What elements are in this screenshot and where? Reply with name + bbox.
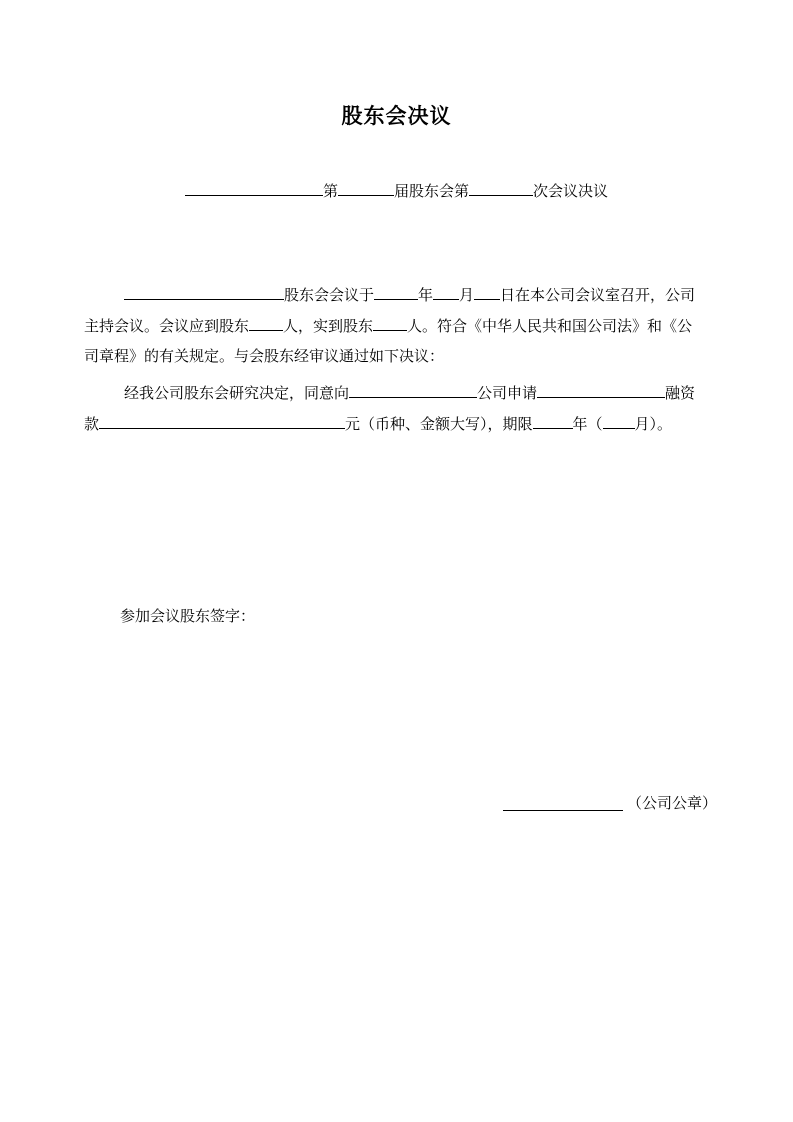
meeting-date-prefix: 股东会会议于 [284,286,375,304]
year-label: 年 [418,286,434,304]
day-blank[interactable] [474,285,500,300]
expected-shareholders-blank[interactable] [249,316,283,331]
signature-label: 参加会议股东签字： [120,607,256,625]
term-years-label: 年（ [572,415,603,433]
attendance-middle: 人，实到股东 [283,317,374,335]
paragraph1-line1 [124,285,695,305]
paragraph2-line2 [84,414,672,434]
seal-label: （公司公章） [627,794,718,812]
term-years-blank[interactable] [533,414,573,429]
company-blank[interactable] [124,285,284,300]
page-title: 股东会决议 [341,103,452,128]
subtitle-part3: 次会议决议 [533,182,609,200]
month-label: 月 [459,286,475,304]
seal-signature-blank[interactable] [503,810,623,811]
session-number-blank[interactable] [338,181,394,196]
financing-type-blank[interactable] [537,383,665,398]
actual-shareholders-blank[interactable] [373,316,407,331]
meeting-location-text: 日在本公司会议室召开，公司 [500,286,696,304]
amount-suffix: 元（币种、金额大写），期限 [345,415,533,433]
paragraph1-line2 [84,316,692,336]
attendance-suffix: 人。符合《中华人民共和国公司法》和《公 [407,317,693,335]
financing-label: 融资 [665,384,696,402]
month-blank[interactable] [433,285,459,300]
subtitle-part1: 第 [323,182,339,200]
term-months-blank[interactable] [603,414,635,429]
company-name-blank[interactable] [185,181,323,196]
lender-company-blank[interactable] [349,383,477,398]
attendance-prefix: 主持会议。会议应到股东 [84,317,250,335]
subtitle-line [185,181,608,201]
subtitle-part2: 届股东会第 [394,182,470,200]
paragraph1-line3: 司章程》的有关规定。与会股东经审议通过如下决议： [84,347,445,365]
amount-blank[interactable] [99,414,345,429]
paragraph2-line1 [124,383,695,403]
term-months-label: 月）。 [634,415,673,433]
year-blank[interactable] [374,285,418,300]
resolution-prefix: 经我公司股东会研究决定，同意向 [124,384,350,402]
meeting-number-blank[interactable] [469,181,533,196]
loan-label: 款 [84,415,100,433]
apply-label: 公司申请 [477,384,538,402]
